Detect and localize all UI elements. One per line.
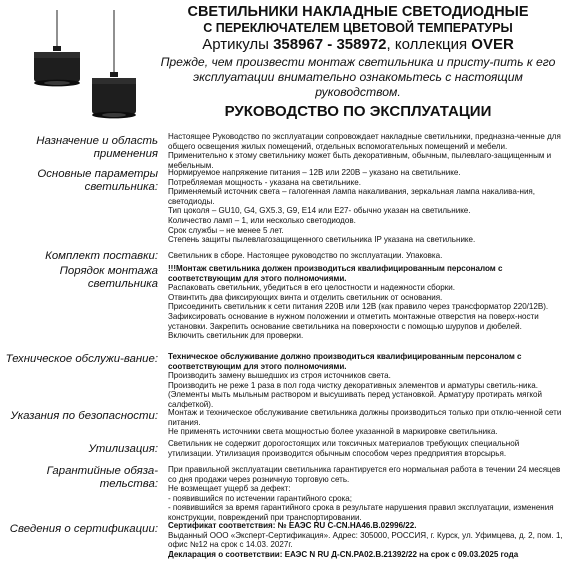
collection-name: OVER: [471, 36, 514, 53]
section-label: Порядок монтажа светильника: [59, 265, 158, 290]
section-label: Указания по безопасности:: [10, 410, 158, 422]
section-label: Основные параметры светильника:: [37, 168, 158, 193]
mounting-line: Отвинтить два фиксирующих винта и отделить светильник от основания.: [168, 292, 443, 302]
header: [0, 0, 570, 132]
section-label: Гарантийные обяза-тельства:: [46, 465, 158, 490]
maintenance-line: Производить не реже 1 раза в пол года чистку декоративных элементов и арматуры светиль-ника. (Элементы мыть мыльным раствором и высушивать перед установкой. Арматуру протирать мягкой салфеткой).: [168, 380, 543, 409]
section-content: Светильник в сборе. Настоящее руководство по эксплуатации. Упаковка.: [168, 251, 443, 260]
safety-line: Не применять источники света мощностью более указанной в маркировке светильника.: [168, 427, 498, 437]
safety-line: Монтаж и техническое обслуживание светильника должны производиться только при отклю-ченной сети питания.: [168, 408, 562, 427]
section-label: Сведения о сертификации:: [9, 523, 158, 535]
section-label: Техническое обслужи-вание:: [5, 353, 158, 365]
articles-line: Артикулы 358967 - 358972, коллекция OVER: [202, 36, 514, 53]
notice-text: Прежде, чем произвести монтаж светильника и присту-пить к его эксплуатации внимательно ознакомьтесь с настоящим руководством.: [160, 55, 556, 99]
section-label: Назначение и область применения: [36, 135, 158, 160]
section-label: Комплект поставки:: [45, 250, 158, 262]
param-line: Тип цоколя – GU10, G4, GX5.3, G9, E14 или E27- обычно указан на светильнике.: [168, 206, 471, 216]
param-line: Степень защиты пылевлагозащищенного светильника IP указана на светильнике.: [168, 235, 476, 245]
mounting-line: Распаковать светильник, убедиться в его целостности и надежности сборки.: [168, 283, 455, 293]
manual-title: РУКОВОДСТВО ПО ЭКСПЛУАТАЦИИ: [224, 103, 492, 120]
section-content: [168, 264, 565, 341]
param-line: Количество ламп – 1, или несколько светодиодов.: [168, 215, 356, 225]
product-subtitle: С ПЕРЕКЛЮЧАТЕЛЕМ ЦВЕТОВОЙ ТЕМПЕРАТУРЫ: [203, 21, 513, 35]
product-image: [22, 10, 146, 132]
section-content: [168, 521, 565, 559]
maintenance-warning: Техническое обслуживание должно производиться квалифицированным персоналом с соответствующим для этого полномочиями.: [168, 352, 522, 371]
mounting-warning: !!!Монтаж светильника должен производиться квалифицированным персоналом с соответствующим для этого полномочиями.: [168, 264, 503, 283]
maintenance-line: Производить замену вышедших из строя источников света.: [168, 371, 391, 381]
section-content: [168, 168, 565, 245]
warranty-line: - появившийся за время гарантийного срока в результате нарушения правил эксплуатации, изменения конструкции, повреждений при транспортировании.: [168, 503, 554, 522]
warranty-line: При правильной эксплуатации светильника гарантируется его нормальная работа в течении 24 месяцев со дня продажи через розничную торговую сеть.: [168, 465, 561, 484]
warranty-line: Не возмещает ущерб за дефект:: [168, 484, 291, 494]
mounting-line: Зафиксировать основание в нужном положении и отметить монтажные отверстия на поверх-ности установки. Закрепить основание светильника на поверхности с помощью шурупов и дюбелей.: [168, 311, 539, 331]
mounting-line: Включить светильник для проверки.: [168, 331, 304, 341]
section-content: [168, 352, 565, 410]
mounting-line: Присоединить светильник к сети питания 220В или 12В (как правило через трансформатор 220/12В).: [168, 302, 549, 312]
title-block: [150, 4, 566, 121]
section-content: [168, 465, 565, 523]
issued-line: Выданный ООО «Эксперт-Сертификация». Адрес: 305000, РОССИЯ, г. Курск, ул. Уфимцева, д. 2, пом. 1, офис №12 на срок с 14.03. 2027г.: [168, 530, 563, 550]
declaration-line: Декларация о соответствии: ЕАЭС N RU Д-CN.PA02.B.21392/22 на срок с 09.03.2025 года: [168, 549, 519, 559]
warranty-line: - появившийся по истечении гарантийного срока;: [168, 493, 353, 503]
section-content: Светильник не содержит дорогостоящих или токсичных материалов требующих специальной утилизации. Утилизация производится обычным способом через предприятия вторсырья.: [168, 439, 520, 458]
param-line: Срок службы – не менее 5 лет.: [168, 225, 284, 235]
param-line: Нормируемое напряжение питания – 12В или 220В – указано на светильнике.: [168, 168, 461, 177]
product-title: СВЕТИЛЬНИКИ НАКЛАДНЫЕ СВЕТОДИОДНЫЕ: [187, 4, 529, 20]
section-content: [168, 408, 565, 437]
param-line: Применяемый источник света – галогенная лампа накаливания, зеркальная лампа накалива-ния, светодиоды.: [168, 187, 536, 206]
section-content: Настоящее Руководство по эксплуатации сопровождает накладные светильники, предназна-ченные для общего освещения жилых помещений, отдельных вспомогательных помещений и мебели. Применительно к этому светильнику может быть декоративным, обычным, пылевлаго-защищенным и мебельным.: [168, 132, 561, 170]
param-line: Потребляемая мощность - указана на светильнике.: [168, 177, 361, 187]
article-numbers: 358967 - 358972: [273, 36, 387, 53]
certificate-line: Сертификат соответствия: № ЕАЭС RU C-CN.HA46.B.02996/22.: [168, 521, 417, 530]
section-label: Утилизация:: [88, 443, 158, 455]
